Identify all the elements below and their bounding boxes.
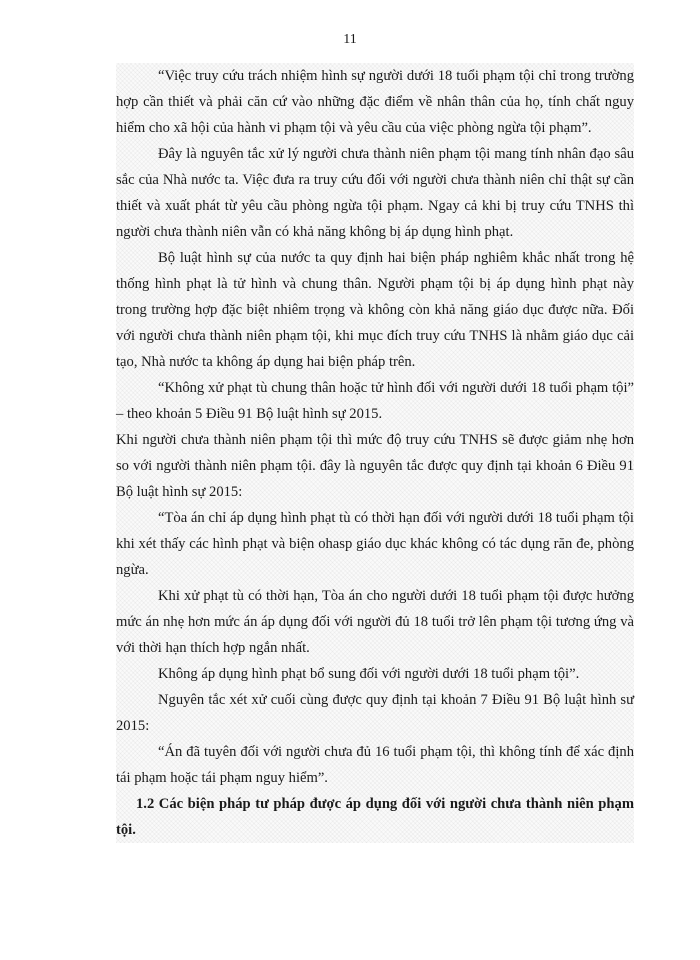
paragraph-final-principle: Nguyên tắc xét xử cuối cùng được quy định tại khoản 7 Điều 91 Bộ luật hình sư 2015: bbox=[116, 692, 634, 734]
paragraph-fixed-term-prison: Khi xử phạt tù có thời hạn, Tòa án cho người dưới 18 tuổi phạm tội được hưởng mức án nhẹ hơn mức án áp dụng đối với người đủ 18 tuổi trở lên phạm tội tương ứng và với thời hạn thích hợp ngắn nhất. bbox=[116, 588, 634, 656]
paragraph-no-additional-penalty: Không áp dụng hình phạt bổ sung đối với người dưới 18 tuổi phạm tội”. bbox=[158, 666, 580, 682]
paragraph-penalty-system: Bộ luật hình sự của nước ta quy định hai biện pháp nghiêm khắc nhất trong hệ thống hình phạt là tử hình và chung thân. Người phạm tội bị áp dụng hình phạt này trong trường hợp đặc biệt nhiêm trọng và không còn khả năng giáo dục được nữa. Đối với người chưa thành niên phạm tội, khi mục đích truy cứu TNHS là nhằm giáo dục cải tạo, Nhà nước ta không áp dụng hai biện pháp trên. bbox=[116, 250, 634, 370]
paragraph-clause-6-quote: “Tòa án chỉ áp dụng hình phạt tù có thời hạn đối với người dưới 18 tuổi phạm tội khi xét thấy các hình phạt và biện ohasp giáo dục khác không có tác dụng răn đe, phòng ngừa. bbox=[116, 510, 634, 578]
paragraph-clause-7-quote: “Án đã tuyên đối với người chưa đủ 16 tuổi phạm tội, thì không tính để xác định tái phạm hoặc tái phạm nguy hiểm”. bbox=[116, 744, 634, 786]
page-number: 11 bbox=[343, 32, 357, 47]
paragraph-clause-5: “Không xử phạt tù chung thân hoặc tử hình đối với người dưới 18 tuổi phạm tội” – theo khoản 5 Điều 91 Bộ luật hình sự 2015. bbox=[116, 380, 634, 422]
paragraph-humane-principle: Đây là nguyên tắc xử lý người chưa thành niên phạm tội mang tính nhân đạo sâu sắc của Nhà nước ta. Việc đưa ra truy cứu đối với người chưa thành niên chỉ thật sự cần thiết và xuất phát từ yêu cầu phòng ngừa tội phạm. Ngay cả khi bị truy cứu TNHS thì người chưa thành niên vẫn có khả năng không bị áp dụng hình phạt. bbox=[116, 146, 634, 240]
section-heading-1-2: 1.2 Các biện pháp tư pháp được áp dụng đối với người chưa thành niên phạm tội. bbox=[116, 796, 634, 838]
document-body bbox=[116, 63, 634, 843]
paragraph-reduced-liability: Khi người chưa thành niên phạm tội thì mức độ truy cứu TNHS sẽ được giảm nhẹ hơn so với người thành niên phạm tội. đây là nguyên tắc được quy định tại khoản 6 Điều 91 Bộ luật hình sự 2015: bbox=[116, 432, 634, 500]
paragraph-quote-principle: “Việc truy cứu trách nhiệm hình sự người dưới 18 tuổi phạm tội chỉ trong trường hợp cần thiết và phải căn cứ vào những đặc điểm về nhân thân của họ, tính chất nguy hiểm cho xã hội của hành vi phạm tội và yêu cầu của việc phòng ngừa tội phạm”. bbox=[116, 68, 634, 136]
